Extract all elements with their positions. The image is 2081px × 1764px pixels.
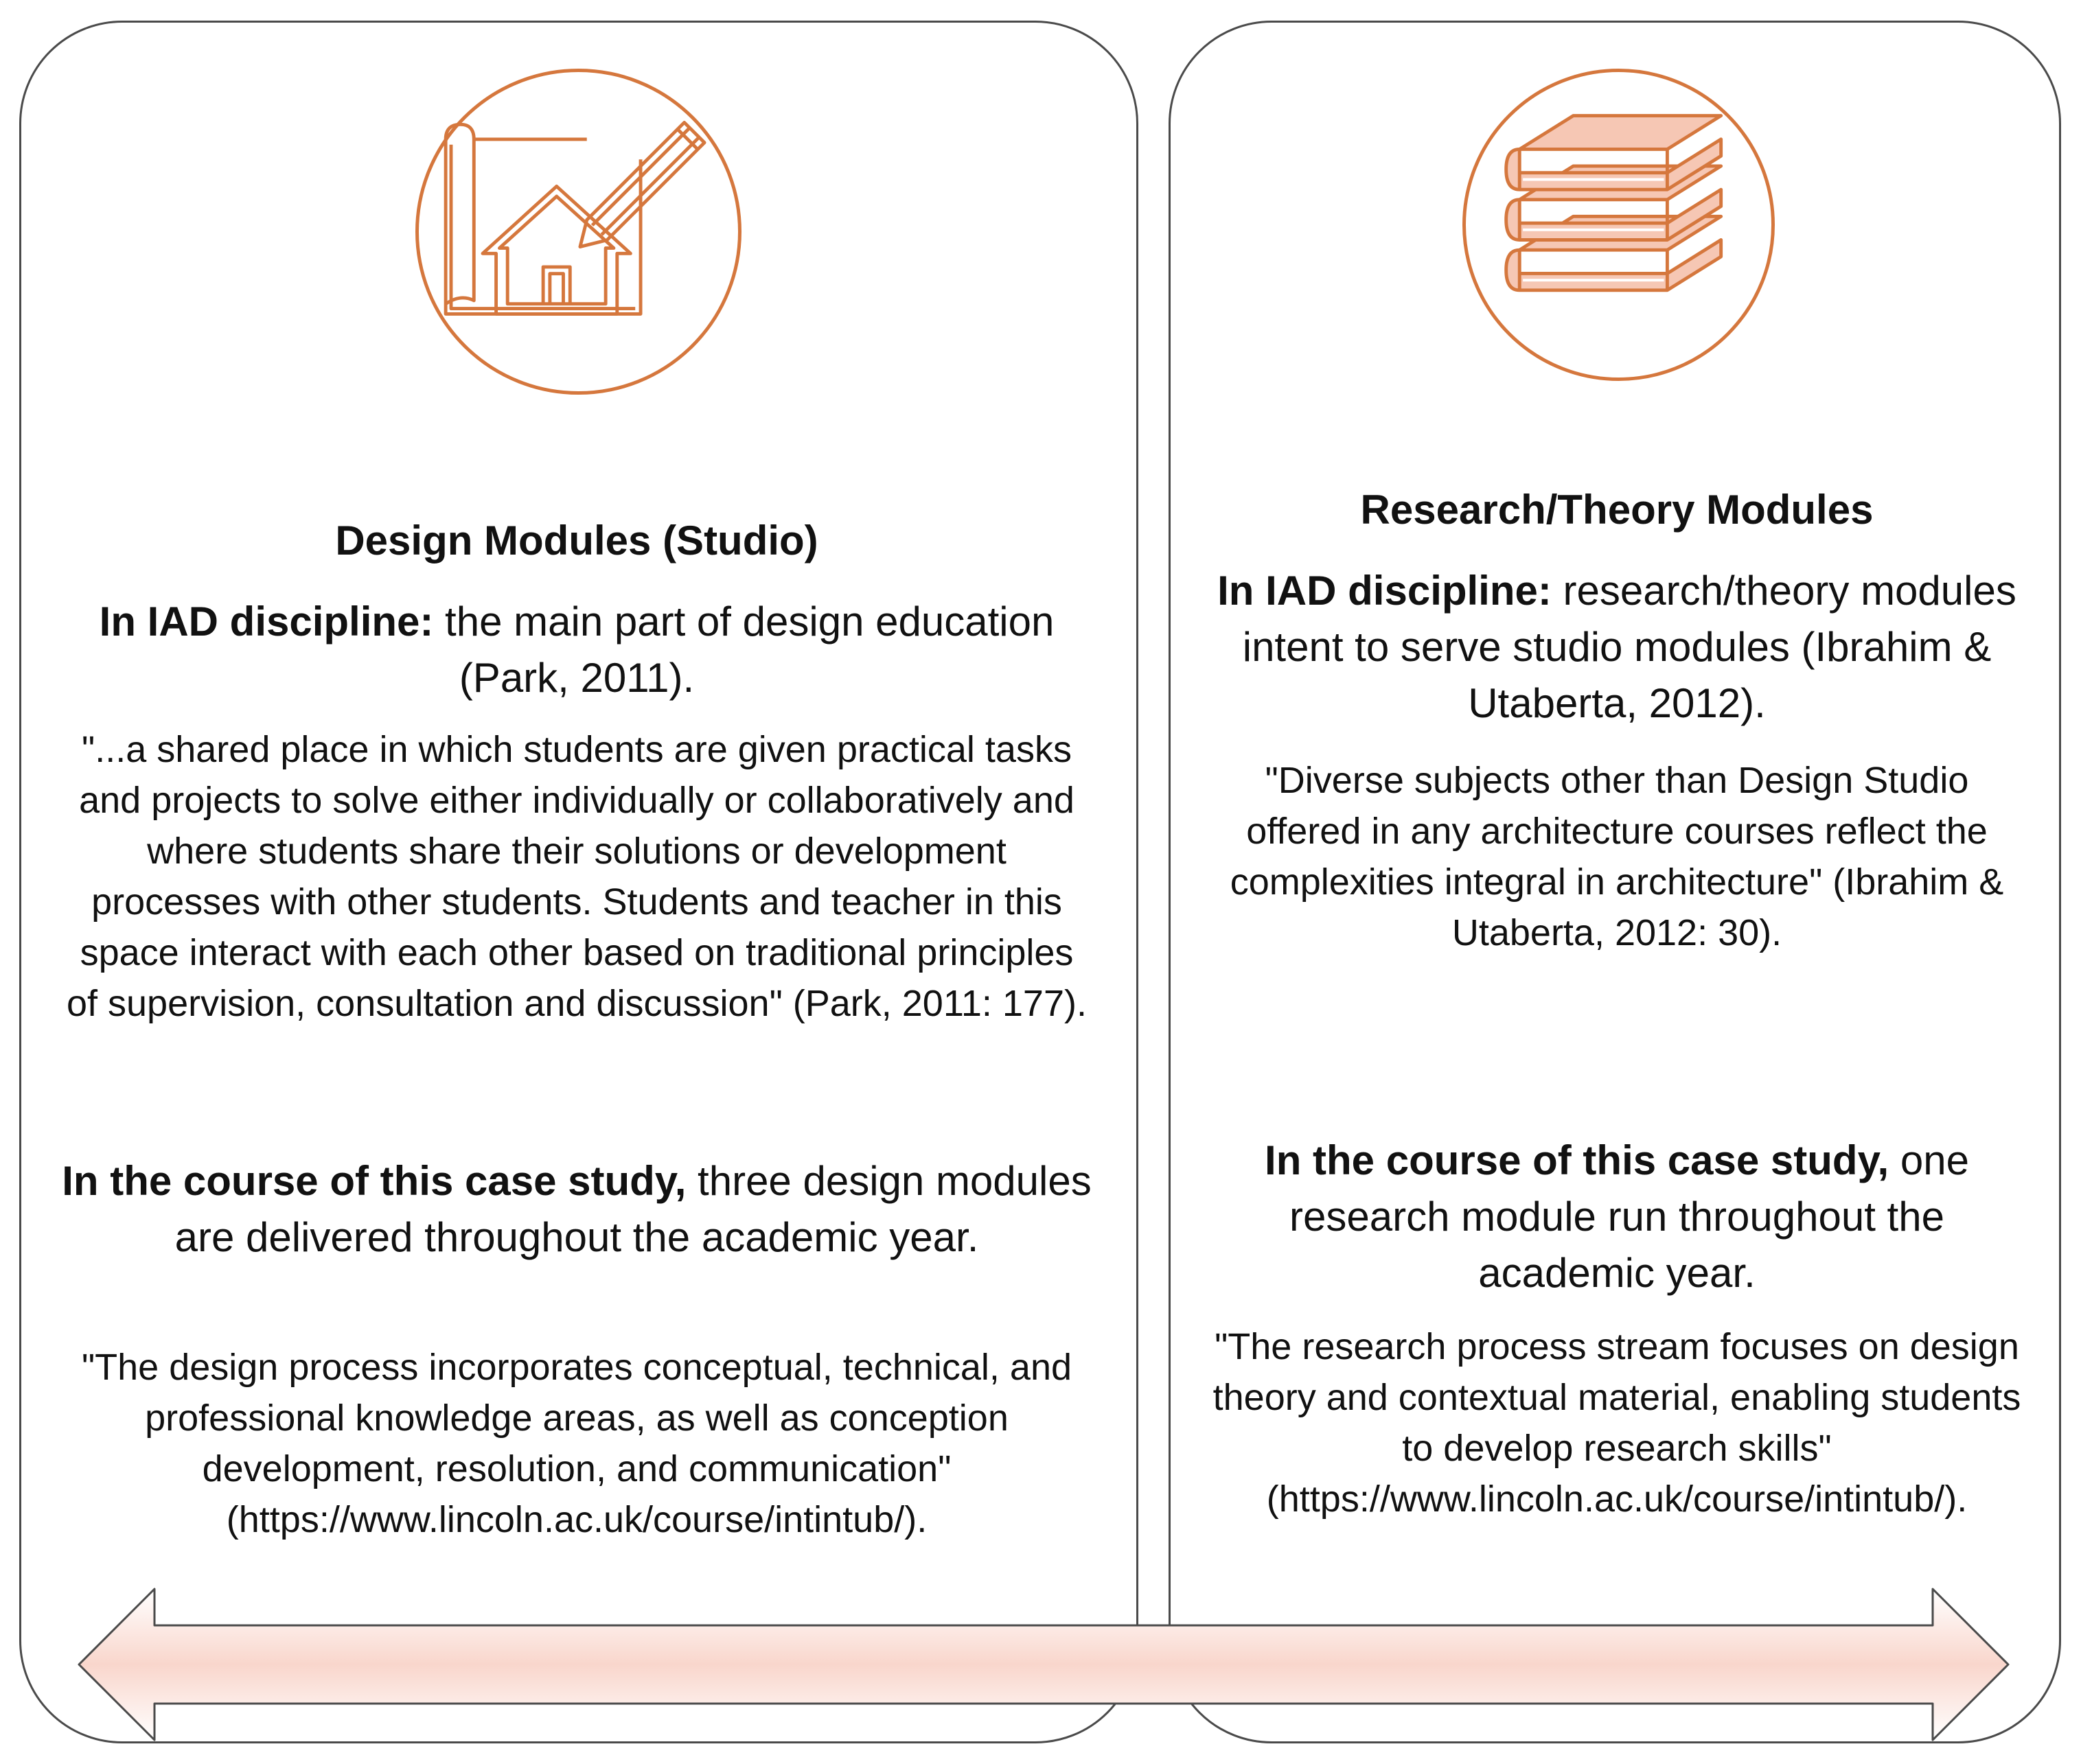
research-iad-statement [1215,563,2019,732]
iad-text: the main part of design education (Park, 2011). [433,599,1055,701]
design-modules-title: Design Modules (Studio) [335,518,818,564]
iad-label: In IAD discipline: [1217,568,1552,614]
course-label: In the course of this case study, [62,1158,687,1204]
blueprint-house-pencil-icon [415,69,741,395]
design-studio-quote: "...a shared place in which students are given practical tasks and projects to solve either individually or collaboratively and where students share their solutions or development processes with other students. Students and teacher in this space interact with each other based on traditional principles of supervision, consultation and discussion" (Park, 2011: 177). [66,729,1087,1024]
iad-text: research/theory modules intent to serve studio modules (Ibrahim & Utaberta, 2012). [1242,568,2016,726]
books-stack-icon [1462,69,1775,381]
design-process-quote: "The design process incorporates conceptual, technical, and professional knowledge areas, as well as conception development, resolution, and communication" (https://www.lincoln.ac.uk/course/intintub/). [81,1347,1072,1540]
iad-label: In IAD discipline: [99,599,434,645]
research-course-statement [1215,1133,2019,1301]
research-subjects-quote: "Diverse subjects other than Design Studio offered in any architecture courses reflect the complexities integral in architecture" (Ibrahim & Utaberta, 2012: 30). [1230,760,2004,953]
design-iad-statement [69,594,1085,706]
course-text: one research module run throughout the academic year. [1289,1137,1969,1296]
research-process-quote: "The research process stream focuses on design theory and contextual material, enabling students to develop research skills" (https://www.lincoln.ac.uk/course/intintub/). [1212,1326,2021,1520]
course-text: three design modules are delivered throughout the academic year. [174,1158,1092,1260]
design-course-statement [62,1153,1092,1266]
research-modules-title: Research/Theory Modules [1360,487,1874,533]
course-label: In the course of this case study, [1265,1137,1889,1183]
